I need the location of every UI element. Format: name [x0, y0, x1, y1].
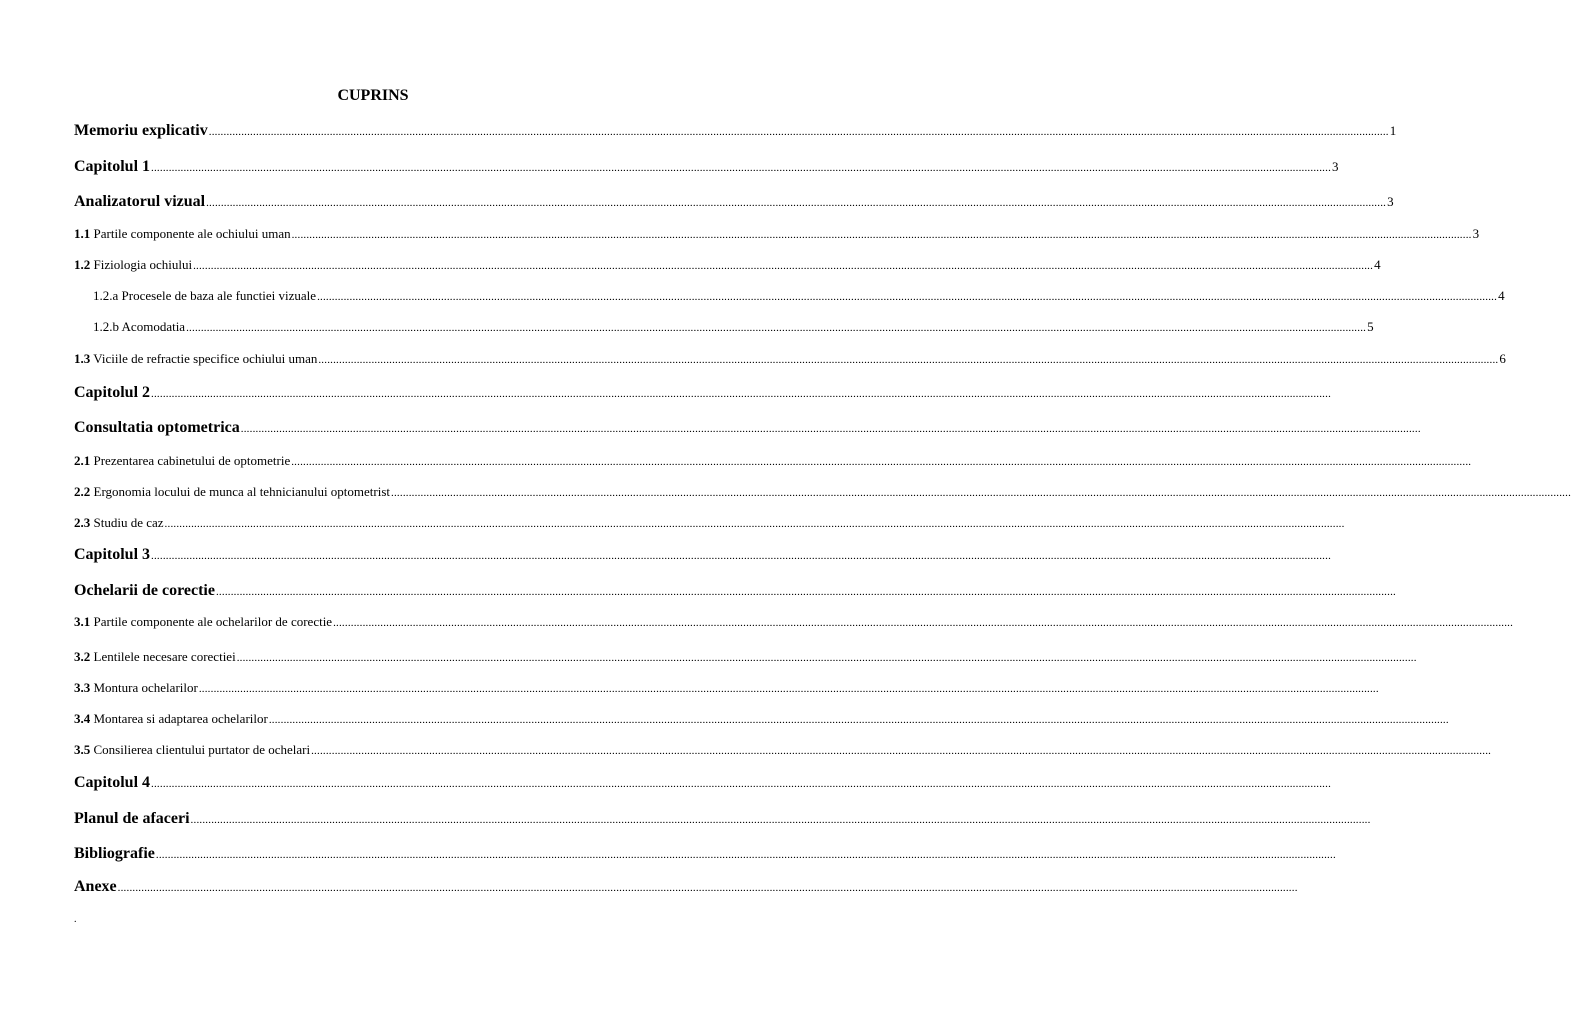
toc-entry-number: 1.3: [74, 351, 91, 366]
toc-entry-page: 4: [1498, 288, 1505, 303]
toc-entry[interactable]: [74, 711, 1449, 727]
toc-entry-text: Acomodatia: [121, 319, 186, 334]
toc-entry-label: [74, 774, 150, 792]
toc-entry-label: [74, 711, 268, 727]
toc-entry-number: 1.2.b: [93, 319, 119, 334]
toc-entry-text: Lentilele necesare corectiei: [93, 649, 236, 664]
toc-title: CUPRINS: [337, 87, 409, 104]
dot-leader: ................................................................................................................................................................................................................................................................................................................................................................................................................: [333, 617, 1514, 629]
toc-entry-label: [74, 226, 291, 242]
toc-entry-text: Analizatorul vizual: [74, 193, 206, 210]
toc-entry-text: Studiu de caz: [93, 515, 164, 530]
dot-leader: ................................................................................................................................................................................................................................................................................................................................................................................................................: [198, 683, 1379, 695]
toc-entry-label: [74, 193, 205, 211]
toc-entry-text: Prezentarea cabinetului de optometrie: [93, 453, 291, 468]
dot-leader: ................................................................................................................................................................................................................................................................................................................................................................................................................: [186, 322, 1367, 334]
dot-leader: ................................................................................................................................................................................................................................................................................................................................................................................................................: [240, 423, 1421, 435]
toc-entry-text: Capitolul 1: [74, 158, 151, 175]
toc-entry[interactable]: [74, 419, 1421, 437]
toc-entry-text: Capitolul 4: [74, 774, 151, 791]
toc-entry[interactable]: [74, 845, 1336, 863]
dot-leader: ................................................................................................................................................................................................................................................................................................................................................................................................................: [164, 518, 1345, 530]
dot-leader: ................................................................................................................................................................................................................................................................................................................................................................................................................: [236, 652, 1417, 664]
toc-entry-label: [74, 453, 290, 469]
toc-entry[interactable]: [74, 257, 1381, 273]
toc-entry-number: 1.2: [74, 257, 91, 272]
toc-entry-number: 3.1: [74, 614, 91, 629]
toc-entry-text: Anexe: [74, 878, 117, 895]
dot-leader: ................................................................................................................................................................................................................................................................................................................................................................................................................: [291, 229, 1472, 241]
toc-entry-label: [74, 742, 310, 758]
toc-entry-label: [74, 351, 317, 367]
toc-entry-text: Memoriu explicativ: [74, 122, 208, 139]
dot-leader: ................................................................................................................................................................................................................................................................................................................................................................................................................: [151, 550, 1332, 562]
toc-entry-text: Capitolul 3: [74, 546, 151, 563]
toc-entry-text: Capitolul 2: [74, 384, 151, 401]
toc-entry-number: 3.3: [74, 680, 91, 695]
toc-entry[interactable]: [93, 319, 1374, 335]
dot-leader: ................................................................................................................................................................................................................................................................................................................................................................................................................: [193, 260, 1374, 272]
toc-entry[interactable]: [74, 742, 1492, 758]
dot-leader: ................................................................................................................................................................................................................................................................................................................................................................................................................: [208, 126, 1389, 138]
toc-entry-label: [74, 484, 390, 500]
dot-leader: ................................................................................................................................................................................................................................................................................................................................................................................................................: [151, 778, 1332, 790]
toc-entry[interactable]: [74, 351, 1506, 367]
toc-entry[interactable]: [74, 122, 1397, 140]
dot-leader: ................................................................................................................................................................................................................................................................................................................................................................................................................: [155, 849, 1336, 861]
toc-entry-page: 3: [1387, 194, 1394, 209]
toc-entry-text: Viciile de refractie specifice ochiului uman: [93, 351, 318, 366]
toc-entry-number: 1.1: [74, 226, 91, 241]
toc-entry[interactable]: [74, 193, 1394, 211]
toc-entry-number: 3.2: [74, 649, 91, 664]
dot-leader: ................................................................................................................................................................................................................................................................................................................................................................................................................: [311, 745, 1492, 757]
toc-entry-label: [74, 384, 150, 402]
toc-entry[interactable]: [74, 158, 1339, 176]
toc-entry[interactable]: [74, 384, 1332, 402]
toc-entry-number: 3.5: [74, 742, 91, 757]
toc-entry-label: [74, 845, 155, 863]
toc-entry-page: 3: [1332, 159, 1339, 174]
toc-entry[interactable]: [74, 546, 1332, 564]
toc-entry-label: [74, 582, 215, 600]
toc-entry[interactable]: [74, 878, 1298, 896]
toc-entry-page: 5: [1367, 319, 1374, 334]
toc-entry[interactable]: [74, 810, 1371, 828]
toc-entry-number: 1.2.a: [93, 288, 119, 303]
toc-entry-page: 1: [1389, 123, 1397, 138]
toc-entry[interactable]: [74, 680, 1379, 696]
dot-leader: ................................................................................................................................................................................................................................................................................................................................................................................................................: [117, 882, 1298, 894]
toc-entry-label: [74, 649, 236, 665]
toc-entry-text: Partile componente ale ochelarilor de corectie: [93, 614, 333, 629]
toc-entry-text: Ochelarii de corectie: [74, 582, 215, 599]
toc-entry[interactable]: [74, 774, 1332, 792]
toc-entry-label: [74, 680, 198, 696]
dot-leader: ................................................................................................................................................................................................................................................................................................................................................................................................................: [206, 197, 1387, 209]
toc-entry-label: [74, 158, 150, 176]
toc-entry[interactable]: [74, 226, 1480, 242]
toc-entry[interactable]: [74, 614, 1514, 630]
dot-leader: ................................................................................................................................................................................................................................................................................................................................................................................................................: [268, 714, 1449, 726]
toc-entry-number: 2.1: [74, 453, 91, 468]
toc-entry-label: [74, 878, 117, 896]
toc-entry-text: Procesele de baza ale functiei vizuale: [121, 288, 317, 303]
dot-leader: ................................................................................................................................................................................................................................................................................................................................................................................................................: [151, 388, 1332, 400]
toc-entry-label: [74, 122, 208, 140]
toc-entry-number: 2.2: [74, 484, 91, 499]
dot-leader: ................................................................................................................................................................................................................................................................................................................................................................................................................: [317, 291, 1498, 303]
toc-entry-label: [74, 257, 192, 273]
toc-entry[interactable]: [74, 649, 1417, 665]
toc-entry-text: Consultatia optometrica: [74, 419, 240, 436]
dot-leader: ................................................................................................................................................................................................................................................................................................................................................................................................................: [151, 162, 1332, 174]
toc-entry-number: 3.4: [74, 711, 91, 726]
toc-entry[interactable]: [93, 288, 1505, 304]
toc-entry-label: [74, 515, 164, 531]
toc-entry-label: [74, 546, 150, 564]
toc-entry-page: 4: [1374, 257, 1381, 272]
dot-leader: ................................................................................................................................................................................................................................................................................................................................................................................................................: [318, 354, 1499, 366]
toc-entry[interactable]: [74, 515, 1345, 531]
toc-entry-number: 2.3: [74, 515, 91, 530]
toc-entry[interactable]: [74, 453, 1472, 469]
toc-entry-text: Partile componente ale ochiului uman: [93, 226, 291, 241]
toc-entry-page: 6: [1499, 351, 1506, 366]
toc-entry-label: [93, 288, 316, 304]
toc-entry[interactable]: [74, 484, 1571, 500]
toc-entry-label: [93, 319, 185, 335]
toc-entry-label: [74, 419, 240, 437]
toc-entry[interactable]: [74, 582, 1396, 600]
toc-entry-text: Consilierea clientului purtator de ochelari: [93, 742, 311, 757]
toc-entry-text: Montura ochelarilor: [93, 680, 198, 695]
toc-entry-page: 3: [1472, 226, 1480, 241]
toc-entry-text: Bibliografie: [74, 845, 155, 862]
toc-entry-text: Ergonomia locului de munca al tehnicianului optometrist: [93, 484, 391, 499]
toc-entry-text: Fiziologia ochiului: [93, 257, 193, 272]
dot-leader: ................................................................................................................................................................................................................................................................................................................................................................................................................: [190, 814, 1371, 826]
toc-entry-text: Planul de afaceri: [74, 810, 190, 827]
trailing-mark: .: [74, 914, 77, 925]
toc-entry-text: Montarea si adaptarea ochelarilor: [93, 711, 268, 726]
dot-leader: ................................................................................................................................................................................................................................................................................................................................................................................................................: [391, 487, 1571, 499]
toc-entry-label: [74, 614, 332, 630]
toc-entry-label: [74, 810, 190, 828]
dot-leader: ................................................................................................................................................................................................................................................................................................................................................................................................................: [291, 456, 1472, 468]
dot-leader: ................................................................................................................................................................................................................................................................................................................................................................................................................: [215, 586, 1396, 598]
